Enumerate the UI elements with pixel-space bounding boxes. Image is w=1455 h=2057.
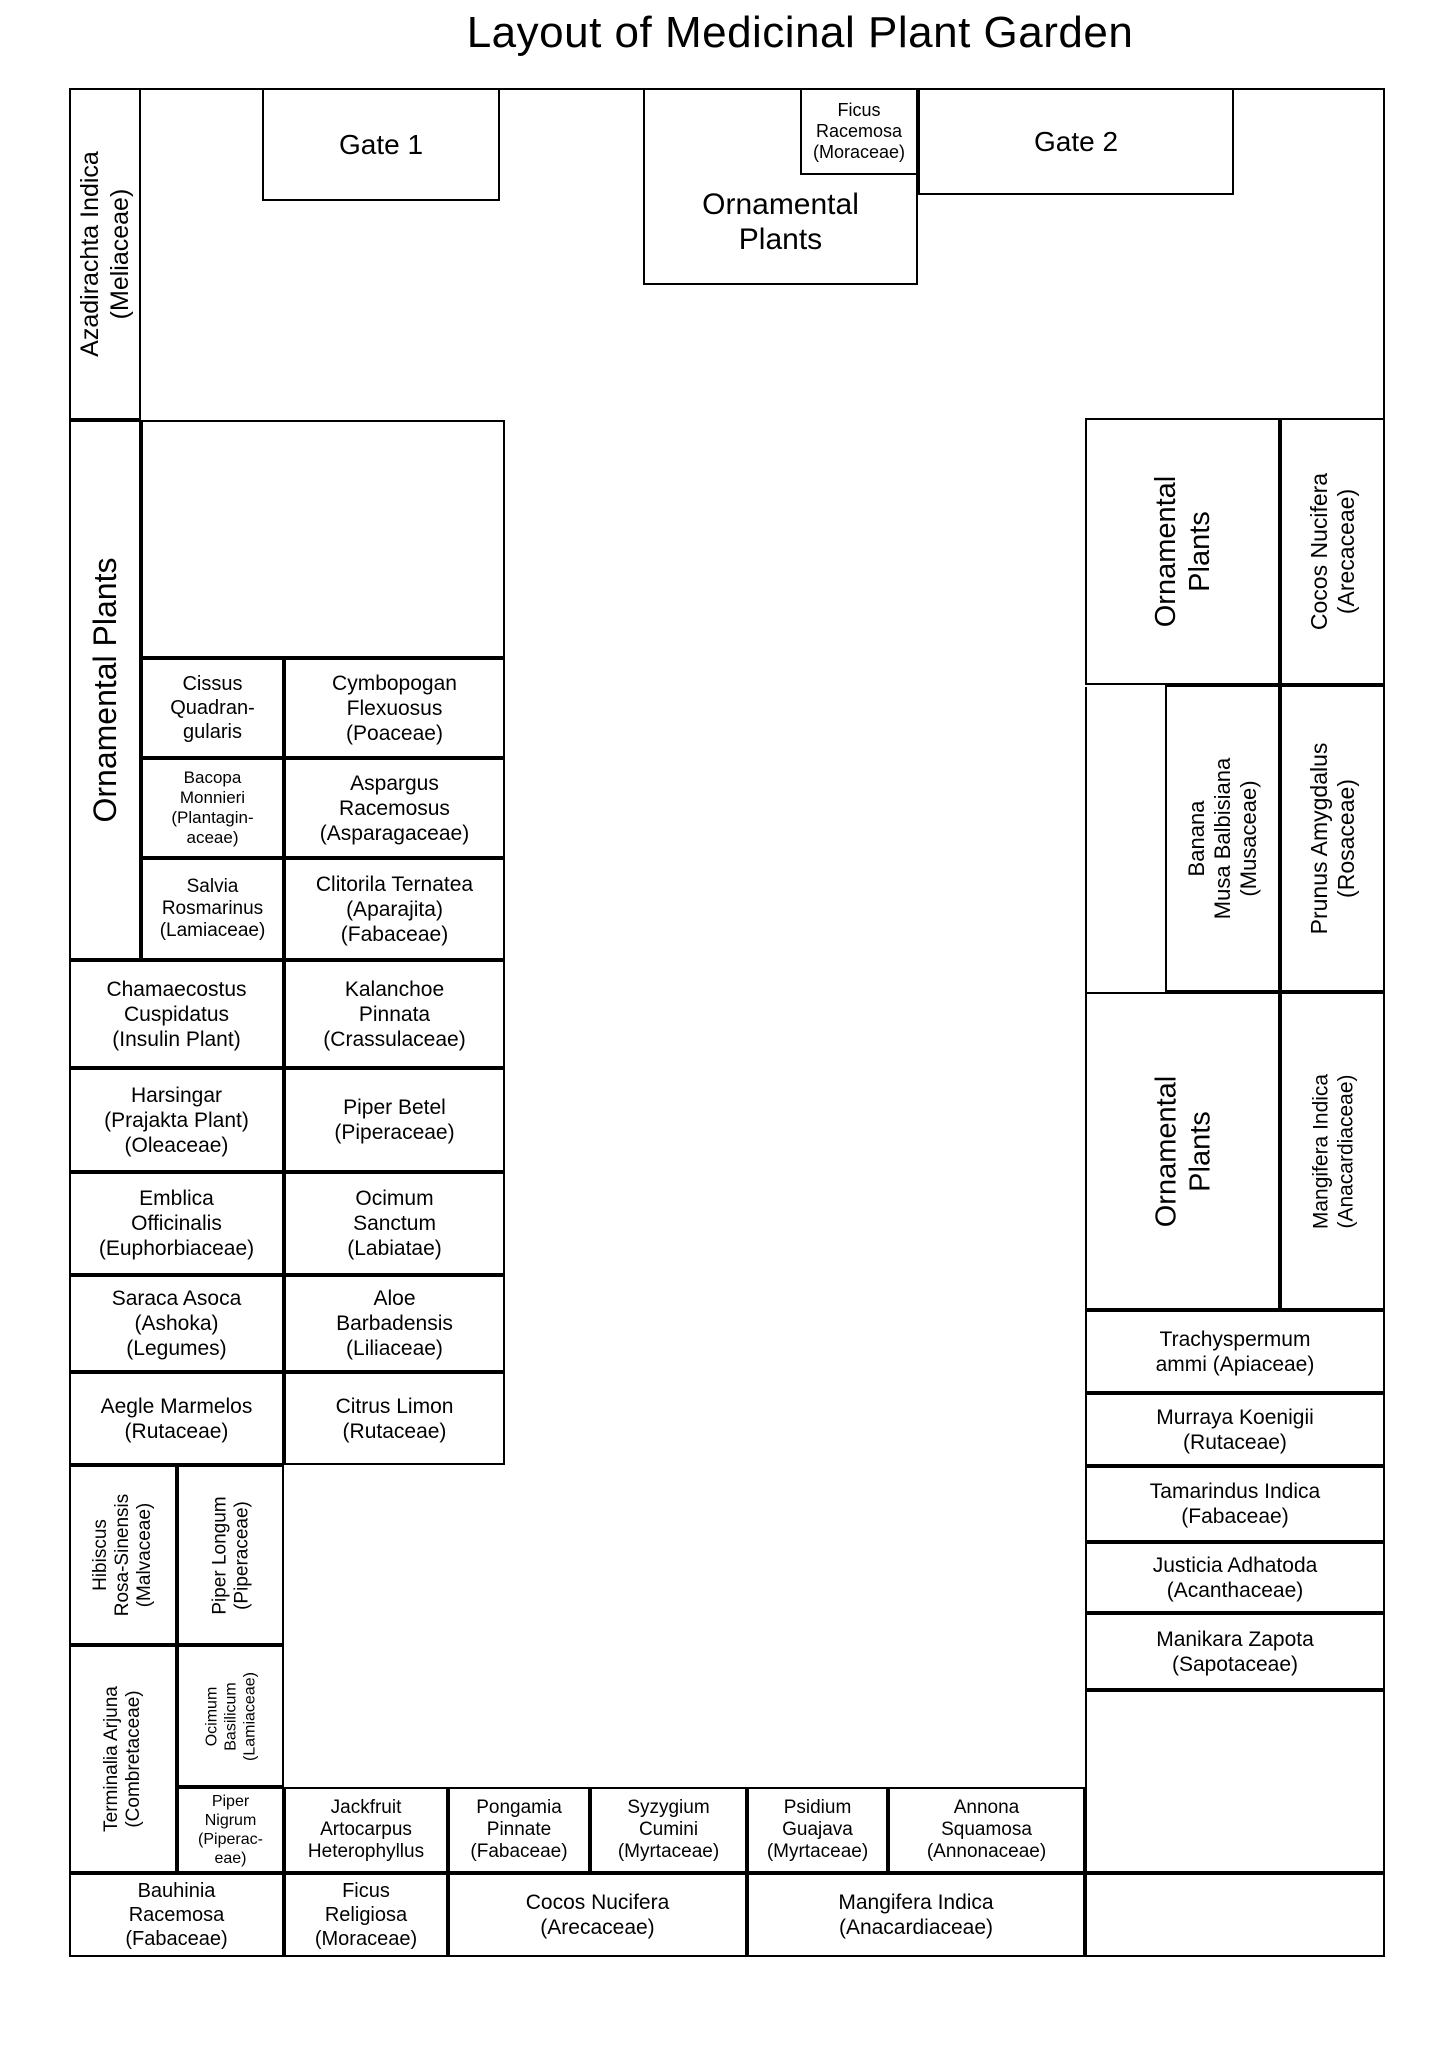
page-title: Layout of Medicinal Plant Garden — [466, 8, 1134, 57]
plot-justicia-adhatoda — [1085, 1542, 1385, 1613]
label-line: Quadran- — [170, 697, 255, 719]
label-line: Artocarpus — [320, 1819, 412, 1840]
label-line: Prunus Amygdalus — [1305, 742, 1332, 935]
label-line: Racemosus — [339, 796, 450, 820]
plot-manikara-zapota — [1085, 1613, 1385, 1690]
plot-clitorila-ternatea — [284, 858, 505, 960]
plot-cocos-nucifera-right — [1280, 418, 1385, 685]
label-line: Piper — [211, 1793, 250, 1810]
label-line: (Euphorbiaceae) — [98, 1237, 255, 1260]
label-line: (Moraceae) — [314, 1928, 418, 1950]
empty-plot-left-block — [141, 420, 505, 658]
plot-terminalia-arjuna-label — [71, 1647, 175, 1871]
plot-cymbopogan-flexuosus — [284, 658, 505, 758]
label-line: Ficus — [342, 1880, 390, 1902]
plot-aloe-barbadensis — [284, 1275, 505, 1372]
plot-piper-nigrum — [177, 1787, 284, 1873]
plot-harsingar — [69, 1068, 284, 1172]
plot-jackfruit-artocarpus — [284, 1787, 448, 1873]
label-line: Jackfruit — [330, 1797, 402, 1818]
label-line: Piper Longum — [208, 1495, 230, 1615]
label-line: (Poaceae) — [346, 721, 443, 745]
plot-prunus-amygdalus-label — [1282, 687, 1383, 990]
plot-tamarindus-indica — [1085, 1466, 1385, 1542]
label-line: (Musaceae) — [1235, 780, 1261, 897]
label-line: (Piperaceae) — [230, 1500, 252, 1610]
plot-murraya-koenigii — [1085, 1393, 1385, 1466]
label-line: (Crassulaceae) — [323, 1027, 466, 1051]
label-line: Plants — [1183, 511, 1216, 592]
label-line: Syzygium — [627, 1797, 710, 1818]
label-line: Basilicum — [222, 1681, 239, 1751]
label-line: (Insulin Plant) — [112, 1027, 241, 1051]
label-line: Aspargus — [350, 771, 439, 795]
plot-ornamental-plants-right-upper — [1085, 418, 1280, 685]
label-line: Saraca Asoca — [111, 1287, 242, 1310]
label-line: Guajava — [782, 1819, 853, 1840]
gate-2 — [918, 88, 1234, 195]
label-line: Kalanchoe — [344, 977, 445, 1001]
label-line: Gate 1 — [338, 129, 424, 160]
plot-ornamental-plants-left — [69, 420, 141, 960]
label-line: Plants — [738, 222, 823, 256]
label-line: Azadirachta Indica — [76, 151, 104, 357]
plot-ocimum-sanctum — [284, 1172, 505, 1275]
plot-pongamia-pinnate — [448, 1787, 590, 1873]
label-line: Clitorila Ternatea — [315, 872, 474, 896]
label-line: Squamosa — [941, 1819, 1032, 1840]
label-line: (Aparajita) — [346, 897, 443, 921]
label-line: Aegle Marmelos — [100, 1394, 253, 1418]
plot-syzygium-cumini — [590, 1787, 747, 1873]
plot-chamaecostus-cuspidatus — [69, 960, 284, 1068]
label-line: Racemosa — [128, 1904, 225, 1926]
label-line: Cymbopogan — [332, 671, 457, 695]
label-line: (Prajakta Plant) — [104, 1108, 249, 1132]
label-line: Pongamia — [476, 1797, 562, 1818]
label-line: Manikara Zapota — [1156, 1627, 1314, 1651]
plot-banana-musa-balbisiana-label — [1167, 687, 1278, 990]
right-block-left-border-segment — [1085, 687, 1087, 992]
label-line: (Piperac- — [198, 1831, 263, 1848]
label-line: Aloe — [373, 1287, 416, 1310]
label-line: Pinnate — [486, 1819, 552, 1840]
empty-plot-bottom-right — [1085, 1873, 1385, 1957]
plot-prunus-amygdalus — [1280, 685, 1385, 992]
plot-mangifera-indica-right — [1280, 992, 1385, 1310]
label-line: Barbadensis — [336, 1312, 453, 1335]
plot-cissus-quadrangularis — [141, 658, 284, 758]
plot-aegle-marmelos — [69, 1372, 284, 1465]
label-line: (Malvaceae) — [134, 1502, 155, 1608]
label-line: eae) — [214, 1850, 247, 1867]
plot-azadirachta-indica — [69, 88, 141, 420]
plot-piper-longum-label — [179, 1467, 282, 1643]
plot-emblica-officinalis — [69, 1172, 284, 1275]
plot-annona-squamosa — [888, 1787, 1085, 1873]
label-line: (Moraceae) — [812, 142, 906, 162]
label-line: Terminalia Arjuna — [101, 1686, 122, 1832]
label-line: Ornamental — [1149, 475, 1182, 628]
label-line: Salvia — [186, 876, 239, 897]
label-line: aceae) — [186, 828, 239, 847]
plot-psidium-guajava — [747, 1787, 888, 1873]
label-line: (Sapotaceae) — [1171, 1652, 1299, 1676]
label-line: Piper Betel — [343, 1096, 446, 1119]
label-line: Banana — [1183, 800, 1209, 877]
label-line: Cissus — [182, 673, 243, 695]
label-line: (Fabaceae) — [340, 922, 449, 946]
plot-banana-musa-balbisiana — [1165, 685, 1280, 992]
label-line: (Acanthaceae) — [1166, 1578, 1304, 1602]
label-line: (Anacardiaceae) — [838, 1916, 994, 1939]
plot-ocimum-basilicum-label — [179, 1647, 282, 1785]
label-line: (Labiatae) — [347, 1237, 442, 1260]
empty-plot-right-tall — [1085, 1690, 1385, 1873]
label-line: Bacopa — [183, 768, 242, 787]
plot-aspargus-racemosus — [284, 758, 505, 858]
plot-ornamental-plants-right-upper-label — [1087, 420, 1278, 683]
label-line: (Meliaceae) — [106, 188, 134, 320]
label-line: Officinalis — [131, 1212, 222, 1235]
label-line: (Fabaceae) — [470, 1841, 568, 1862]
label-line: ammi (Apiaceae) — [1155, 1352, 1315, 1376]
plot-mangifera-indica-right-label — [1282, 994, 1383, 1308]
label-line: Chamaecostus — [106, 977, 247, 1001]
label-line: Justicia Adhatoda — [1152, 1553, 1318, 1577]
plot-terminalia-arjuna — [69, 1645, 177, 1873]
plot-ornamental-plants-left-label — [71, 422, 139, 958]
label-line: Mangifera Indica — [1308, 1073, 1332, 1229]
label-line: Ocimum — [203, 1686, 220, 1746]
label-line: Monnieri — [179, 788, 246, 807]
label-line: Ficus — [837, 100, 881, 120]
label-line: (Fabaceae) — [1181, 1505, 1289, 1528]
plot-cocos-nucifera-right-label — [1282, 420, 1383, 683]
label-line: (Anacardiaceae) — [1333, 1073, 1357, 1229]
label-line: (Lamiaceae) — [159, 920, 266, 941]
plot-salvia-rosmarinus — [141, 858, 284, 960]
plot-piper-betel — [284, 1068, 505, 1172]
label-line: Tamarindus Indica — [1149, 1480, 1321, 1503]
label-line: Musa Balbisiana — [1209, 757, 1235, 920]
label-line: (Annonaceae) — [926, 1841, 1047, 1862]
plot-cocos-nucifera-bottom — [448, 1873, 747, 1957]
label-line: (Myrtaceae) — [617, 1841, 720, 1862]
gate-1 — [262, 88, 500, 201]
label-line: Emblica — [139, 1187, 214, 1210]
label-line: (Oleaceae) — [124, 1133, 229, 1157]
label-line: Rosa-Sinensis — [112, 1493, 133, 1617]
plot-bacopa-monnieri — [141, 758, 284, 858]
label-line: (Rutaceae) — [124, 1419, 229, 1443]
label-line: Cocos Nucifera — [1305, 472, 1332, 631]
label-line: Racemosa — [815, 121, 903, 141]
plot-kalanchoe-pinnata — [284, 960, 505, 1068]
plot-citrus-limon — [284, 1372, 505, 1465]
plot-ornamental-plants-right-lower-label — [1087, 994, 1278, 1308]
plot-hibiscus-rosa-sinensis — [69, 1465, 177, 1645]
label-line: Annona — [953, 1797, 1020, 1818]
label-line: Sanctum — [353, 1212, 436, 1235]
label-line: Hibiscus — [90, 1519, 111, 1591]
label-line: Citrus Limon — [335, 1394, 454, 1418]
label-line: gularis — [183, 721, 242, 743]
label-line: Bauhinia — [137, 1880, 216, 1902]
plot-hibiscus-rosa-sinensis-label — [71, 1467, 175, 1643]
plot-piper-longum — [177, 1465, 284, 1645]
label-line: Cuspidatus — [123, 1002, 230, 1026]
label-line: (Rutaceae) — [342, 1419, 447, 1443]
label-line: Heterophyllus — [307, 1841, 425, 1862]
label-line: (Fabaceae) — [125, 1928, 228, 1950]
label-line: Ocimum — [355, 1187, 434, 1210]
label-line: Psidium — [783, 1797, 852, 1818]
label-line: (Asparagaceae) — [319, 821, 470, 845]
label-line: (Plantagin- — [171, 808, 254, 827]
label-line: (Piperaceae) — [334, 1121, 455, 1144]
label-line: Murraya Koenigii — [1156, 1405, 1314, 1429]
label-line: (Rosaceae) — [1332, 779, 1359, 898]
plot-azadirachta-indica-label — [71, 90, 139, 418]
label-line: Trachyspermum — [1159, 1327, 1311, 1351]
label-line: Rosmarinus — [161, 898, 264, 919]
plot-mangifera-indica-bottom — [747, 1873, 1085, 1957]
label-line: Nigrum — [204, 1812, 257, 1829]
label-line: Ornamental Plants — [87, 557, 123, 823]
label-line: Ornamental — [702, 187, 859, 221]
plot-ocimum-basilicum — [177, 1645, 284, 1787]
label-line: Flexuosus — [346, 696, 443, 720]
label-line: Ornamental — [1149, 1075, 1182, 1227]
plot-ficus-racemosa — [800, 88, 918, 175]
plot-ornamental-plants-right-lower — [1085, 992, 1280, 1310]
label-line: (Lamiaceae) — [241, 1671, 258, 1761]
label-line: (Arecaceae) — [540, 1916, 655, 1939]
label-line: (Liliaceae) — [346, 1337, 443, 1360]
label-line: Pinnata — [358, 1002, 431, 1026]
label-line: (Rutaceae) — [1183, 1430, 1287, 1454]
plot-trachyspermum-ammi — [1085, 1310, 1385, 1393]
label-line: (Legumes) — [126, 1337, 227, 1360]
label-line: (Combretaceae) — [123, 1690, 144, 1828]
label-line: Cumini — [638, 1819, 699, 1840]
label-line: Cocos Nucifera — [525, 1891, 670, 1914]
label-line: Harsingar — [130, 1083, 223, 1107]
label-line: Religiosa — [324, 1904, 408, 1926]
label-line: Plants — [1183, 1110, 1216, 1192]
plot-saraca-asoca — [69, 1275, 284, 1372]
label-line: (Myrtaceae) — [766, 1841, 869, 1862]
plot-ficus-religiosa — [284, 1873, 448, 1957]
label-line: Mangifera Indica — [838, 1891, 994, 1914]
plot-bauhinia-racemosa — [69, 1873, 284, 1957]
label-line: Gate 2 — [1033, 126, 1119, 157]
label-line: (Arecaceae) — [1332, 488, 1359, 615]
label-line: (Ashoka) — [134, 1312, 219, 1335]
